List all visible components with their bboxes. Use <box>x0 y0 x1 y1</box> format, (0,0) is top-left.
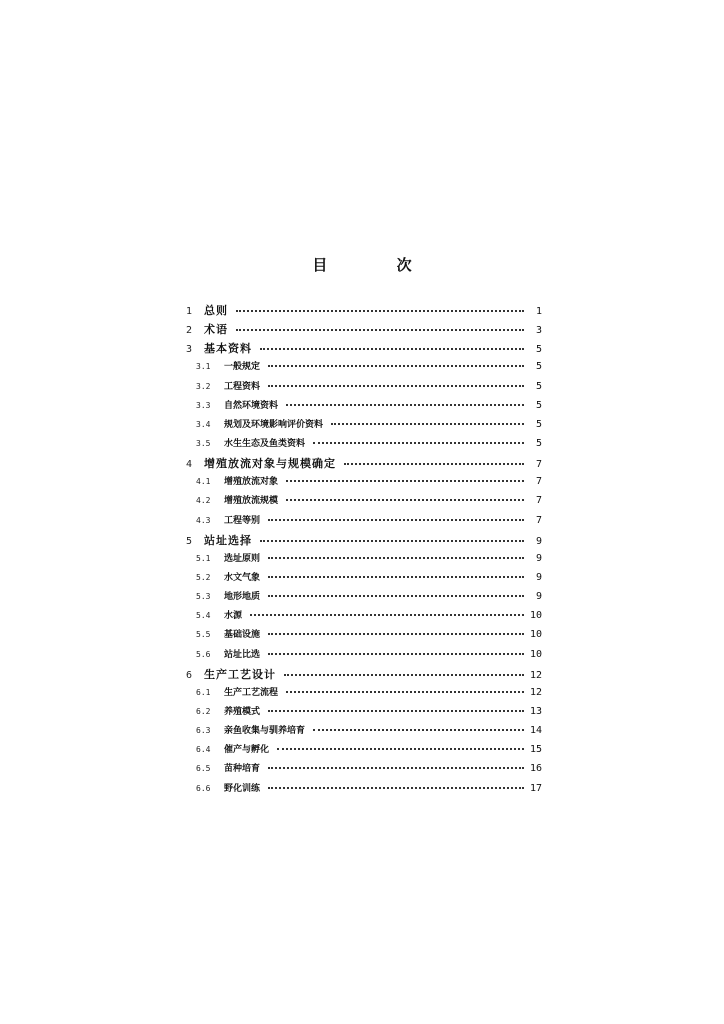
toc-entry-page-number: 9 <box>535 552 542 564</box>
toc-entry-page-number: 5 <box>535 437 542 449</box>
toc-entry-page-number: 12 <box>529 686 542 698</box>
toc-section-entry <box>186 704 542 723</box>
toc-section-entry <box>186 570 542 589</box>
toc-entry-page-number: 10 <box>529 648 542 660</box>
toc-dot-leader <box>250 613 524 616</box>
toc-entry-number: 5.2 <box>196 572 211 582</box>
toc-section-entry <box>186 513 542 532</box>
toc-entry-label: 总则 <box>204 304 228 317</box>
toc-entry-page-number: 15 <box>529 744 542 756</box>
toc-dot-leader <box>286 690 524 693</box>
toc-entry-label: 站址选择 <box>204 533 252 547</box>
toc-entry-number: 4.2 <box>196 496 211 506</box>
toc-entry-number: 5.1 <box>196 553 211 563</box>
toc-entry-label: 规划及环境影响评价资料 <box>224 419 324 430</box>
toc-dot-leader <box>313 728 524 731</box>
toc-entry-number: 4 <box>186 459 193 471</box>
toc-chapter-entry <box>186 321 542 340</box>
toc-entry-page-number: 13 <box>529 705 542 717</box>
toc-entry-label: 一般规定 <box>224 362 261 373</box>
toc-dot-leader <box>268 766 524 769</box>
toc-entry-page-number: 12 <box>529 669 542 681</box>
toc-entry-label: 工程资料 <box>224 381 261 392</box>
toc-section-entry <box>186 685 542 704</box>
toc-entry-label: 地形地质 <box>224 592 261 603</box>
toc-entry-page-number: 7 <box>535 495 542 507</box>
toc-entry-number: 1 <box>186 306 193 317</box>
toc-entry-label: 站址比选 <box>224 649 261 660</box>
toc-entry-page-number: 5 <box>535 399 542 411</box>
toc-entry-number: 3.3 <box>196 400 211 410</box>
toc-entry-number: 6.6 <box>196 783 211 793</box>
toc-entry-label: 水文气象 <box>224 572 261 583</box>
toc-entry-number: 5.4 <box>196 611 211 621</box>
toc-entry-page-number: 7 <box>535 459 542 471</box>
toc-entry-number: 3 <box>186 344 193 356</box>
toc-dot-leader <box>268 652 524 655</box>
toc-dot-leader <box>268 709 524 712</box>
toc-section-entry <box>186 761 542 780</box>
toc-entry-page-number: 5 <box>535 380 542 392</box>
toc-entry-label: 苗种培育 <box>224 764 261 775</box>
toc-entry-label: 增殖放流对象与规模确定 <box>204 457 336 471</box>
toc-dot-leader <box>268 556 524 559</box>
toc-entry-page-number: 14 <box>529 725 542 737</box>
toc-section-entry <box>186 551 542 570</box>
toc-entry-number: 5 <box>186 535 193 547</box>
toc-entry-page-number: 5 <box>535 361 542 373</box>
toc-dot-leader <box>277 747 524 750</box>
toc-entry-page-number: 5 <box>535 418 542 430</box>
toc-chapter-entry <box>186 532 542 551</box>
toc-section-entry <box>186 608 542 627</box>
toc-entry-label: 水生生态及鱼类资料 <box>224 438 306 449</box>
toc-section-entry <box>186 474 542 493</box>
toc-entry-number: 3.2 <box>196 381 211 391</box>
toc-dot-leader <box>268 594 524 597</box>
toc-entry-label: 生产工艺设计 <box>204 667 276 681</box>
toc-section-entry <box>186 359 542 378</box>
toc-section-entry <box>186 493 542 512</box>
toc-section-entry <box>186 398 542 417</box>
toc-entry-page-number: 9 <box>535 535 542 547</box>
toc-entry-label: 工程等别 <box>224 515 261 526</box>
toc-dot-leader <box>236 309 524 312</box>
toc-entry-number: 4.3 <box>196 515 211 525</box>
toc-entry-page-number: 16 <box>529 763 542 775</box>
toc-dot-leader <box>286 498 524 501</box>
toc-entry-label: 基本资料 <box>204 342 252 356</box>
toc-dot-leader <box>286 403 524 406</box>
toc-entry-number: 6.3 <box>196 726 211 736</box>
toc-entry-page-number: 17 <box>529 782 542 794</box>
toc-dot-leader <box>331 422 524 425</box>
toc-entry-label: 增殖放流规模 <box>224 496 279 507</box>
toc-entry-number: 6.1 <box>196 687 211 697</box>
toc-entry-label: 亲鱼收集与驯养培育 <box>224 726 306 737</box>
toc-dot-leader <box>284 673 524 676</box>
toc-entry-label: 养殖模式 <box>224 706 261 717</box>
toc-section-entry <box>186 417 542 436</box>
toc-dot-leader <box>344 462 524 465</box>
toc-dot-leader <box>236 328 524 331</box>
toc-entry-label: 催产与孵化 <box>224 745 270 756</box>
toc-dot-leader <box>268 364 524 367</box>
toc-dot-leader <box>268 518 524 521</box>
toc-section-entry <box>186 436 542 455</box>
toc-entry-number: 6.5 <box>196 764 211 774</box>
toc-dot-leader <box>268 575 524 578</box>
toc-entry-page-number: 7 <box>535 514 542 526</box>
toc-entry-page-number: 10 <box>529 610 542 622</box>
toc-section-entry <box>186 589 542 608</box>
toc-chapter-entry <box>186 302 542 321</box>
toc-chapter-entry <box>186 455 542 474</box>
toc-entry-label: 生产工艺流程 <box>224 687 279 698</box>
toc-entry-number: 6.4 <box>196 745 211 755</box>
toc-section-entry <box>186 723 542 742</box>
toc-entry-label: 水源 <box>224 611 243 622</box>
toc-section-entry <box>186 647 542 666</box>
toc-entry-label: 自然环境资料 <box>224 400 279 411</box>
table-of-contents <box>186 302 542 800</box>
toc-section-entry <box>186 379 542 398</box>
toc-section-entry <box>186 627 542 646</box>
toc-entry-page-number: 7 <box>535 476 542 488</box>
toc-entry-number: 4.1 <box>196 477 211 487</box>
toc-entry-page-number: 9 <box>535 571 542 583</box>
toc-dot-leader <box>313 441 524 444</box>
toc-dot-leader <box>268 632 524 635</box>
toc-entry-label: 基础设施 <box>224 630 261 641</box>
toc-entry-number: 5.3 <box>196 592 211 602</box>
toc-dot-leader <box>260 347 524 350</box>
toc-dot-leader <box>260 539 524 542</box>
toc-entry-number: 3.5 <box>196 438 211 448</box>
toc-entry-number: 2 <box>186 325 193 337</box>
toc-entry-page-number: 10 <box>529 629 542 641</box>
toc-entry-label: 野化训练 <box>224 783 261 794</box>
toc-entry-number: 3.1 <box>196 362 211 372</box>
toc-entry-label: 增殖放流对象 <box>224 477 279 488</box>
toc-entry-page-number: 5 <box>535 344 542 356</box>
toc-dot-leader <box>286 479 524 482</box>
toc-chapter-entry <box>186 340 542 359</box>
page-title: 目 次 <box>312 256 444 274</box>
toc-chapter-entry <box>186 666 542 685</box>
toc-dot-leader <box>268 384 524 387</box>
toc-entry-page-number: 1 <box>535 306 542 317</box>
toc-section-entry <box>186 781 542 800</box>
toc-entry-number: 6 <box>186 669 193 681</box>
toc-entry-page-number: 9 <box>535 591 542 603</box>
toc-entry-number: 3.4 <box>196 419 211 429</box>
toc-entry-number: 6.2 <box>196 706 211 716</box>
toc-entry-number: 5.6 <box>196 649 211 659</box>
toc-entry-label: 选址原则 <box>224 553 261 564</box>
toc-entry-label: 术语 <box>204 323 228 337</box>
toc-section-entry <box>186 742 542 761</box>
toc-dot-leader <box>268 786 524 789</box>
toc-entry-number: 5.5 <box>196 630 211 640</box>
toc-entry-page-number: 3 <box>535 325 542 337</box>
